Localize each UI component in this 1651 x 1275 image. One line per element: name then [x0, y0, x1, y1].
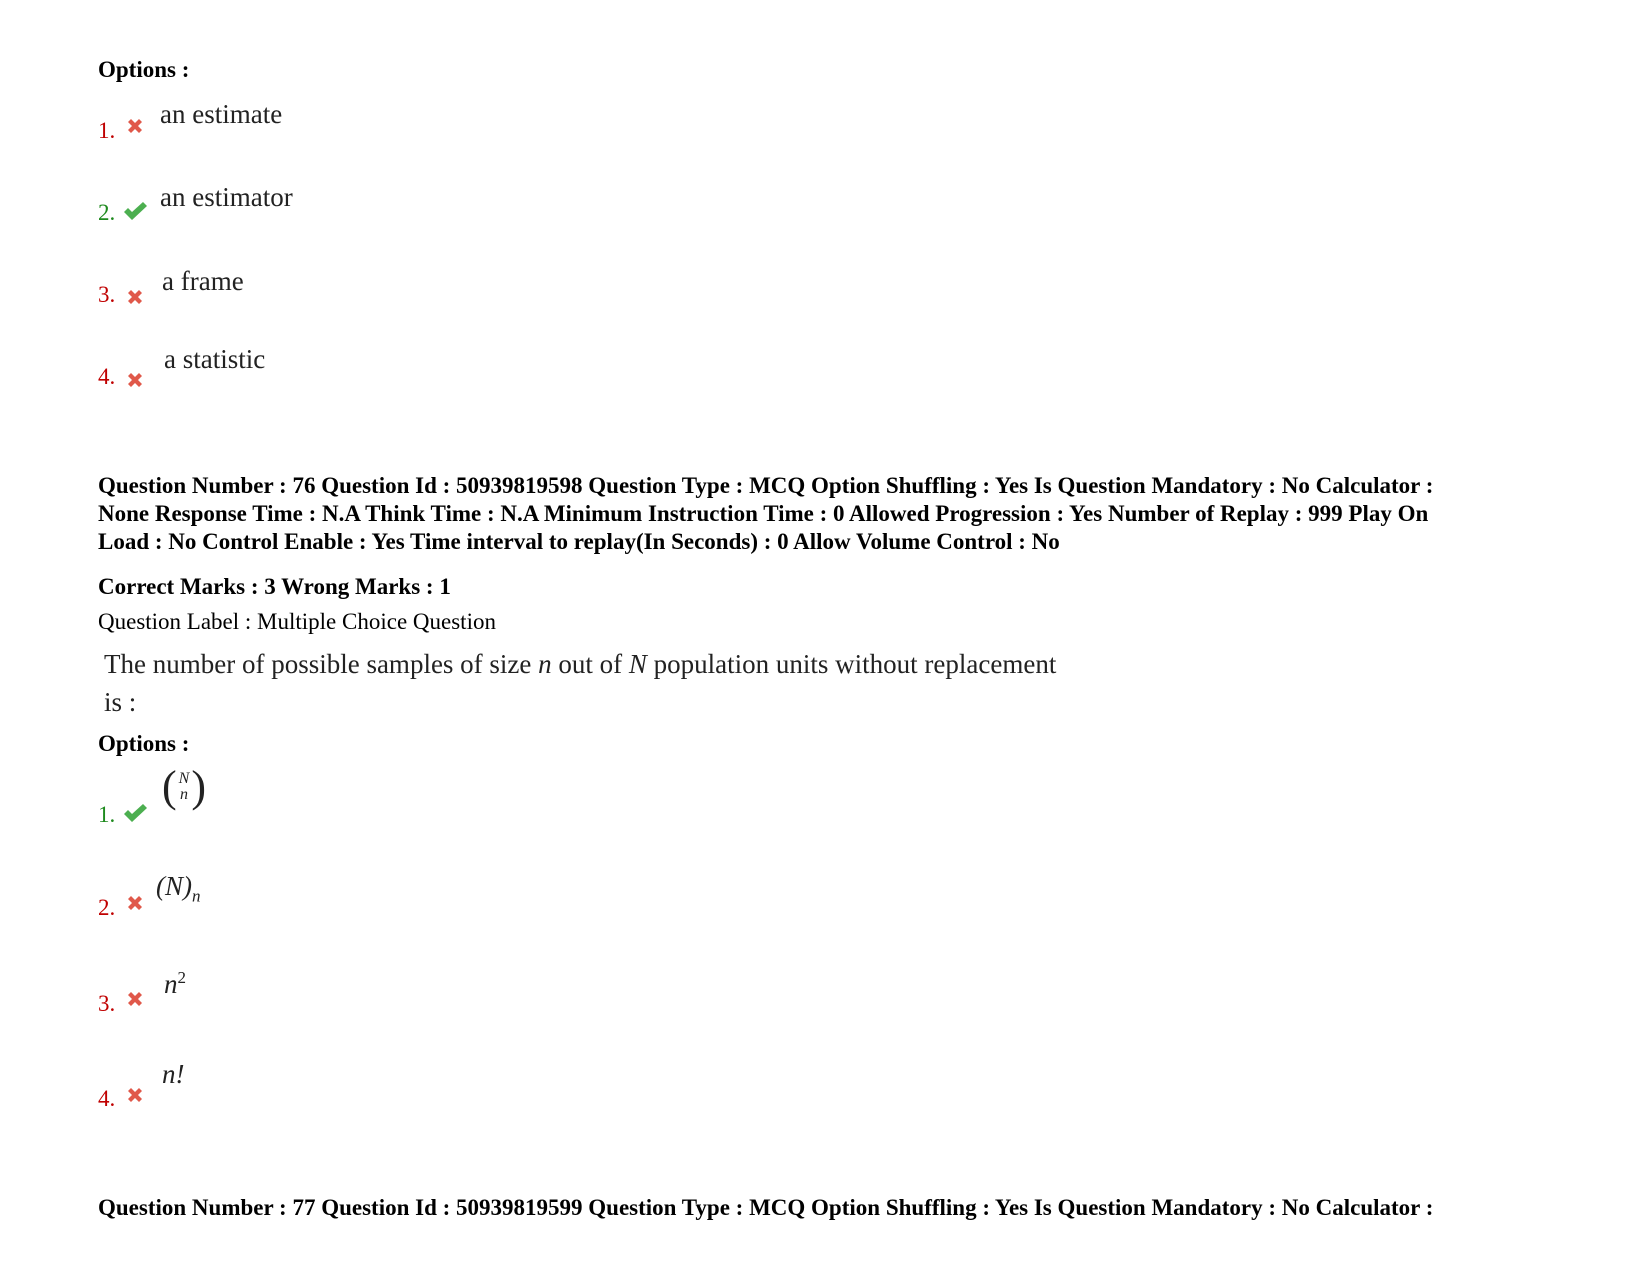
cross-icon — [124, 370, 146, 392]
option-number: 1. — [98, 118, 116, 143]
math-variable: n — [538, 649, 552, 679]
math-superscript: 2 — [177, 968, 186, 987]
option-text: a statistic — [164, 344, 266, 374]
option-math — [156, 871, 201, 906]
option-text: a frame — [162, 266, 244, 296]
option-number: 3. — [98, 282, 116, 307]
question-metadata — [98, 472, 1558, 556]
cross-icon — [124, 893, 146, 915]
options-heading: Options : — [98, 57, 190, 82]
math-base: (N) — [156, 871, 192, 901]
option-number: 2. — [98, 200, 116, 225]
option-text: an estimator — [160, 182, 293, 212]
math-base: n — [164, 969, 178, 999]
cross-icon — [124, 989, 146, 1011]
question-text-line — [104, 645, 1304, 683]
question-text-segment: The number of possible samples of size — [104, 649, 539, 679]
option-number: 4. — [98, 364, 116, 389]
option-number: 3. — [98, 991, 116, 1016]
metadata-line: None Response Time : N.A Think Time : N.A Minimum Instruction Time : 0 Allowed Progression : Yes Number of Replay : 999 Play On — [98, 501, 1429, 526]
binomial-bottom: n — [179, 786, 188, 803]
cross-icon — [124, 287, 146, 309]
check-icon — [122, 200, 148, 222]
metadata-line: Question Number : 76 Question Id : 50939819598 Question Type : MCQ Option Shuffling : Yes Is Question Mandatory : No Calculator : — [98, 473, 1434, 498]
left-paren: ( — [162, 762, 177, 811]
check-icon — [122, 802, 148, 824]
question-text-segment: population units without replacement — [646, 649, 1057, 679]
option-number: 4. — [98, 1086, 116, 1111]
option-math — [164, 968, 186, 1000]
math-variable: N — [628, 649, 647, 679]
cross-icon — [124, 116, 146, 138]
option-text: an estimate — [160, 99, 283, 129]
option-number: 2. — [98, 895, 116, 920]
question-text — [104, 645, 1304, 721]
binomial-coefficient — [162, 762, 206, 812]
options-heading: Options : — [98, 731, 190, 756]
binomial-top: N — [178, 770, 190, 787]
question-metadata — [98, 1194, 1558, 1222]
question-text-line: is : — [104, 687, 137, 717]
marks-line: Correct Marks : 3 Wrong Marks : 1 — [98, 574, 451, 599]
cross-icon — [124, 1085, 146, 1107]
math-subscript: n — [192, 886, 201, 906]
option-math: n! — [162, 1059, 185, 1089]
question-text-segment: out of — [551, 649, 629, 679]
metadata-line: Load : No Control Enable : Yes Time interval to replay(In Seconds) : 0 Allow Volume Control : No — [98, 529, 1060, 554]
option-number: 1. — [98, 802, 116, 827]
question-label: Question Label : Multiple Choice Question — [98, 609, 496, 634]
metadata-line: Question Number : 77 Question Id : 50939819599 Question Type : MCQ Option Shuffling : Yes Is Question Mandatory : No Calculator : — [98, 1195, 1434, 1220]
right-paren: ) — [191, 762, 206, 811]
